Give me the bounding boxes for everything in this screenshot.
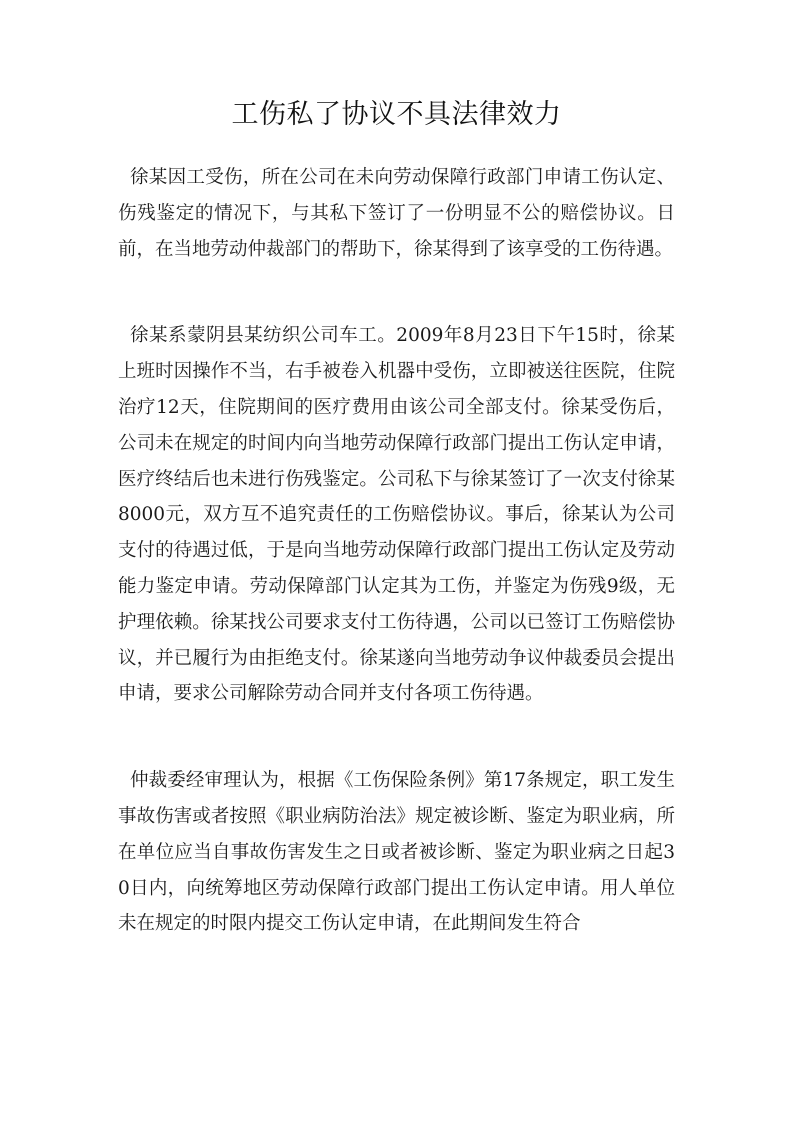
document-body	[118, 160, 675, 942]
paragraph-intro: 徐某因工受伤，所在公司在未向劳动保障行政部门申请工伤认定、伤残鉴定的情况下，与其私下签订了一份明显不公的赔偿协议。日前，在当地劳动仲裁部门的帮助下，徐某得到了该享受的工伤待遇。	[118, 167, 675, 260]
paragraph-arbitration-ruling: 仲裁委经审理认为，根据《工伤保险条例》第17条规定，职工发生事故伤害或者按照《职业病防治法》规定被诊断、鉴定为职业病，所在单位应当自事故伤害发生之日或者被诊断、鉴定为职业病之日起30日内，向统筹地区劳动保障行政部门提出工伤认定申请。用人单位未在规定的时限内提交工伤认定申请，在此期间发生符合	[118, 770, 675, 935]
document-title: 工伤私了协议不具法律效力	[231, 99, 562, 130]
paragraph-case-facts: 徐某系蒙阴县某纺织公司车工。2009年8月23日下午15时，徐某上班时因操作不当，右手被卷入机器中受伤，立即被送往医院，住院治疗12天，住院期间的医疗费用由该公司全部支付。徐某受伤后，公司未在规定的时间内向当地劳动保障行政部门提出工伤认定申请，医疗终结后也未进行伤残鉴定。公司私下与徐某签订了一次支付徐某8000元，双方互不追究责任的工伤赔偿协议。事后，徐某认为公司支付的待遇过低，于是向当地劳动保障行政部门提出工伤认定及劳动能力鉴定申请。劳动保障部门认定其为工伤，并鉴定为伤残9级，无护理依赖。徐某找公司要求支付工伤待遇，公司以已签订工伤赔偿协议，并已履行为由拒绝支付。徐某遂向当地劳动争议仲裁委员会提出申请，要求公司解除劳动合同并支付各项工伤待遇。	[118, 325, 675, 705]
